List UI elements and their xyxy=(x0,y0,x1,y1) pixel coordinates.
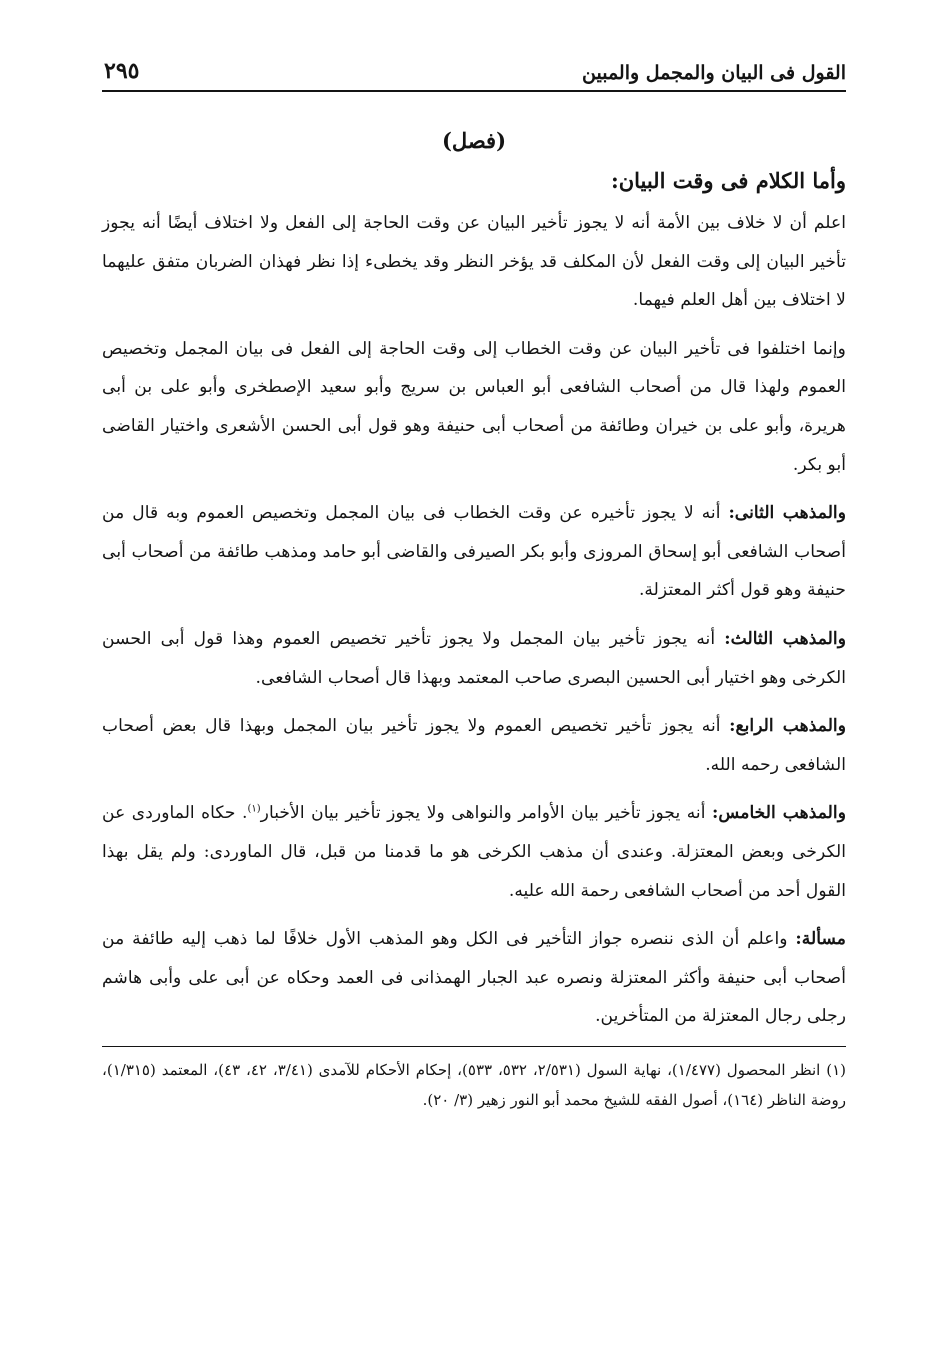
paragraph-text: واعلم أن الذى ننصره جواز التأخير فى الكل وهو المذهب الأول خلافًا لما ذهب إليه طائفة من أصحاب أبى حنيفة وأكثر المعتزلة ونصره عبد الجبار الهمذانى فى العمد وحكاه عن أبى على وأبى هاشم رجلى رجال المعتزلة من المتأخرين. xyxy=(102,929,846,1027)
paragraph-third-madhhab xyxy=(102,620,846,697)
footnote-reference[interactable]: (١) xyxy=(247,803,261,815)
paragraph-2 xyxy=(102,330,846,484)
footnote-1: (١) انظر المحصول (١/٤٧٧)، نهاية السول (٢/٥٣١، ٥٣٢، ٥٣٣)، إحكام الأحكام للآمدى (٣/٤١، ٤٢، ٤٣)، المعتمد (١/٣١٥)، روضة الناظر (١٦٤)، أصول الفقه للشيخ محمد أبو النور زهير (٣/ ٢٠). xyxy=(102,1060,846,1109)
paragraph-label: والمذهب الرابع: xyxy=(729,716,846,737)
paragraph-1 xyxy=(102,204,846,320)
paragraph-label: والمذهب الخامس: xyxy=(711,803,846,824)
book-page xyxy=(102,56,846,1336)
paragraph-label: والمذهب الثالث: xyxy=(724,628,846,649)
paragraph-label: مسألة: xyxy=(795,929,846,950)
running-header xyxy=(102,56,846,90)
page-number: ٢٩٥ xyxy=(104,58,140,84)
paragraph-text: اعلم أن لا خلاف بين الأمة أنه لا يجوز تأخير البيان عن وقت الحاجة إلى الفعل ولا اختلاف أيضًا أنه يجوز تأخير البيان إلى وقت الفعل لأن المكلف قد يؤخر النظر وقد يخطىء إذا نظر فهذان الضربان متفق عليهما لا اختلاف بين أهل العلم فيهما. xyxy=(102,213,846,311)
body-text xyxy=(102,204,846,1036)
running-header-title: القول فى البيان والمجمل والمبين xyxy=(582,62,846,84)
paragraph-text: وإنما اختلفوا فى تأخير البيان عن وقت الخطاب إلى وقت الحاجة إلى الفعل فى بيان المجمل وتخصيص العموم ولهذا قال من أصحاب الشافعى أبو العباس بن سريج وأبو سعيد الإصطخرى وأبو على بن أبى هريرة، وأبو على بن خيران وطائفة من أصحاب أبى حنيفة وهو قول أبى الحسن الأشعرى واختيار القاضى أبو بكر. xyxy=(102,338,846,475)
header-rule xyxy=(102,90,846,92)
paragraph-text: أنه يجوز تأخير تخصيص العموم ولا يجوز تأخير بيان المجمل وبهذا قال بعض أصحاب الشافعى رحمه الله. xyxy=(102,716,846,775)
subheading: وأما الكلام فى وقت البيان: xyxy=(610,168,846,193)
paragraph-fourth-madhhab xyxy=(102,707,846,784)
paragraph-second-madhhab xyxy=(102,494,846,610)
paragraph-masala xyxy=(102,920,846,1036)
paragraph-fifth-madhhab xyxy=(102,794,846,910)
paragraph-label: والمذهب الثانى: xyxy=(728,503,847,524)
paragraph-text: أنه يجوز تأخير بيان المجمل ولا يجوز تأخير تخصيص العموم وهذا قول أبى الحسن الكرخى وهو اختيار أبى الحسين البصرى صاحب المعتمد وبهذا قال أصحاب الشافعى. xyxy=(102,628,846,688)
paragraph-text: أنه يجوز تأخير بيان الأوامر والنواهى ولا يجوز تأخير بيان الأخبار xyxy=(260,803,706,824)
footnotes xyxy=(102,1055,846,1115)
footnote-rule xyxy=(102,1046,846,1047)
section-heading: (فصل) xyxy=(441,128,507,153)
paragraph-text-continued: . حكاه الماوردى عن الكرخى وبعض المعتزلة. وعندى أن مذهب الكرخى هو ما قدمنا من قبل، قال الماوردى: ولم يقل بهذا القول أحد من أصحاب الشافعى رحمة الله عليه. xyxy=(102,803,846,901)
paragraph-text: أنه لا يجوز تأخيره عن وقت الخطاب فى بيان المجمل وتخصيص العموم وبه قال من أصحاب الشافعى أبو إسحاق المروزى وأبو بكر الصيرفى والقاضى أبو حامد ومذهب طائفة من أصحاب أبى حنيفة وهو قول أكثر المعتزلة. xyxy=(102,503,846,601)
